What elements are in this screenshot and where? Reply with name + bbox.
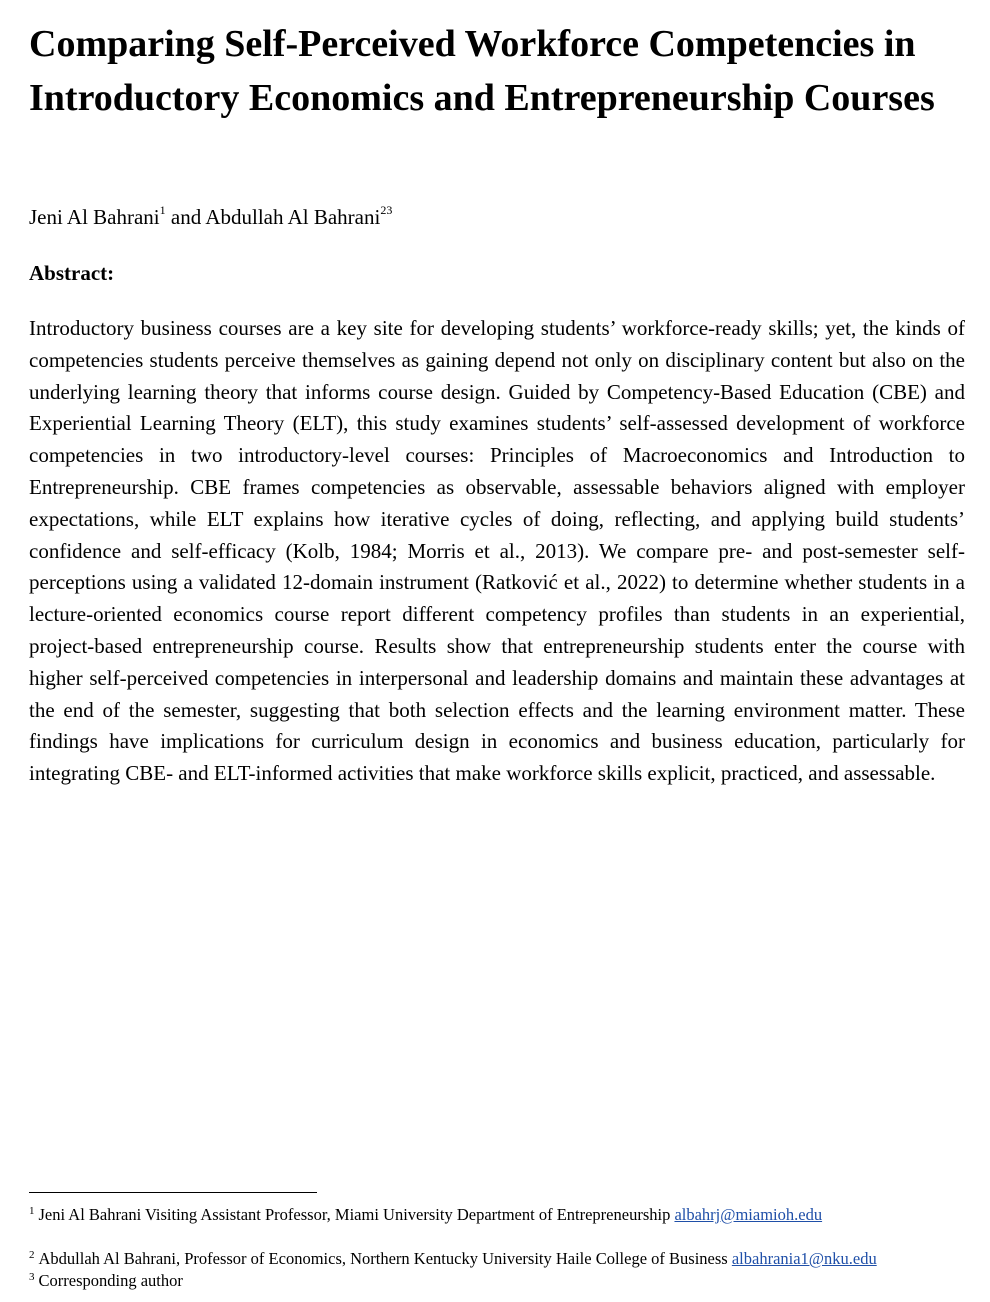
- author-2-name: Abdullah Al Bahrani: [205, 205, 381, 229]
- author-2-footnote-marks: 23: [380, 203, 393, 217]
- footnote-1-mark: 1: [29, 1204, 35, 1217]
- author-1-name: Jeni Al Bahrani: [29, 205, 160, 229]
- footnote-3: [29, 1270, 183, 1292]
- paper-title: Comparing Self-Perceived Workforce Competencies in Introductory Economics and Entrepreneurship Courses: [29, 23, 935, 119]
- abstract-body: Introductory business courses are a key site for developing students’ workforce-ready skills; yet, the kinds of competencies students perceive themselves as gaining depend not only on disciplinary content but also on the underlying learning theory that informs course design. Guided by Competency-Based Education (CBE) and Experiential Learning Theory (ELT), this study examines students’ self-assessed development of workforce competencies in two introductory-level courses: Principles of Macroeconomics and Introduction to Entrepreneurship. CBE frames competencies as observable, assessable behaviors aligned with employer expectations, while ELT explains how iterative cycles of doing, reflecting, and applying build students’ confidence and self-efficacy (Kolb, 1984; Morris et al., 2013). We compare pre- and post-semester self-perceptions using a validated 12-domain instrument (Ratković et al., 2022) to determine whether students in a lecture-oriented economics course report different competency profiles than students in an experiential, project-based entrepreneurship course. Results show that entrepreneurship students enter the course with higher self-perceived competencies in interpersonal and leadership domains and maintain these advantages at the end of the semester, suggesting that both selection effects and the learning environment matter. These findings have implications for curriculum design in economics and business education, particularly for integrating CBE- and ELT-informed activities that make workforce skills explicit, practiced, and assessable.: [29, 316, 965, 786]
- footnote-1-text: Jeni Al Bahrani Visiting Assistant Professor, Miami University Department of Entrepreneurship: [38, 1205, 675, 1224]
- footnote-divider: [29, 1192, 317, 1193]
- footnote-2-mark: 2: [29, 1248, 35, 1261]
- footnote-2-email-link[interactable]: albahrania1@nku.edu: [731, 1249, 877, 1268]
- footnote-2-text: Abdullah Al Bahrani, Professor of Economics, Northern Kentucky University Haile College of Business: [38, 1249, 732, 1268]
- footnote-3-text: Corresponding author: [38, 1271, 183, 1290]
- abstract-heading: Abstract:: [29, 261, 115, 285]
- author-1-footnote-mark: 1: [159, 203, 166, 217]
- footnote-1: [29, 1204, 822, 1226]
- author-conjunction: and: [165, 205, 206, 229]
- author-line: [29, 201, 392, 233]
- footnote-2: [29, 1248, 877, 1270]
- footnote-3-mark: 3: [29, 1270, 35, 1283]
- footnote-1-email-link[interactable]: albahrj@miamioh.edu: [674, 1205, 823, 1224]
